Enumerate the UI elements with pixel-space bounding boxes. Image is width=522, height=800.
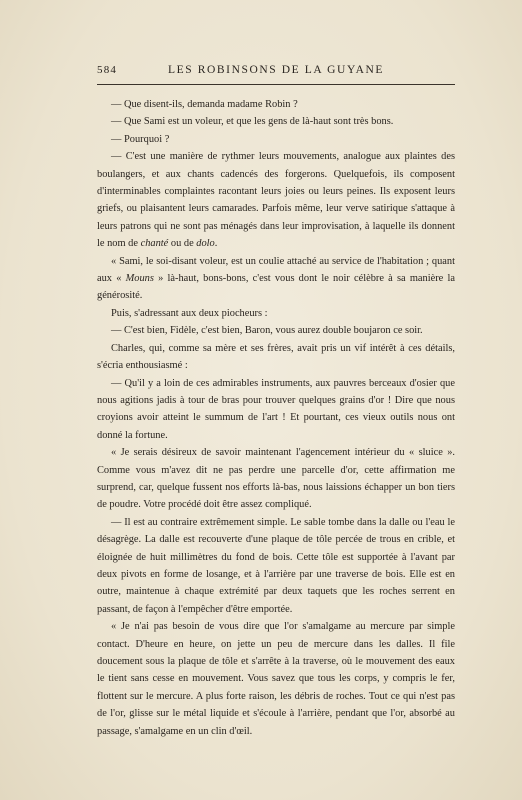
running-head [97,64,455,80]
paragraph: — Il est au contraire extrêmement simple. Le sable tombe dans la dalle ou l'eau le désagrège. La dalle est recouverte d'une plaque de tôle percée de trous en crible, et éloignée de huit millimètres du fond de bois. Cette tôle est supportée à l'avant par deux pivots en forme de losange, et à l'arrière par une traverse de bois. Elle est en outre, maintenue à chaque extrémité par deux taquets que les roches serrent en passant, de façon à l'empêcher d'être emportée. [97,516,455,615]
running-title: LES ROBINSONS DE LA GUYANE [167,64,385,76]
paragraph: — C'est bien, Fidèle, c'est bien, Baron, vous aurez double boujaron ce soir. [111,325,423,337]
paragraph: Puis, s'adressant aux deux piocheurs : [111,307,268,319]
header-rule [97,84,455,85]
paragraph: « Je serais désireux de savoir maintenant l'agencement intérieur du « sluice ». Comme vous m'avez dit ne pas perdre une parcelle d'or, cette affirmation me surprend, car, quelque fussent nos efforts là-bas, nous laissions échapper un bon tiers de poudre. Votre procédé doit être assez compliqué. [97,447,455,511]
paragraph: — Que Sami est un voleur, et que les gens de là-haut sont très bons. [111,116,394,128]
paragraph: Charles, qui, comme sa mère et ses frères, avait pris un vif intérêt à ces détails, s'écria enthousiasmé : [97,342,455,372]
italic-term: chanté [140,238,169,250]
paragraph: — Que disent-ils, demanda madame Robin ? [111,99,298,110]
italic-term: Mouns [125,273,154,285]
paragraph: — C'est une manière de rythmer leurs mouvements, analogue aux plaintes des boulangers, et aux chants cadencés des forgerons. Quelquefois, ils composent d'interminables complaintes racontant leurs joies ou leurs peines. Ils exposent leurs griefs, ou plaisantent leurs camarades. Parfois même, leur verve satirique s'attaque à leurs patrons qui ne sont pas ménagés dans leur improvisation, à laquelle ils donnent le nom de chanté ou de dolo. [97,151,455,250]
paragraph: « Sami, le soi-disant voleur, est un coulie attaché au service de l'habitation ; quant aux « Mouns » là-haut, bons-bons, c'est vous dont le noir célèbre à sa manière la générosité. [97,255,455,302]
paragraph: — Qu'il y a loin de ces admirables instruments, aux pauvres berceaux d'osier que nous agitions jadis à tour de bras pour trouver quelques grains d'or ! Dire que nous croyions avoir atteint le summum de l'art ! Et pourtant, ces vieux outils nous ont donné la fortune. [97,377,455,441]
page-number: 584 [97,64,118,76]
body-text [97,96,455,740]
italic-term: dolo [196,238,215,250]
paragraph: — Pourquoi ? [111,133,170,145]
paragraph: « Je n'ai pas besoin de vous dire que l'or s'amalgame au mercure par simple contact. D'heure en heure, on jette un peu de mercure dans les dalles. Il file doucement sous la plaque de tôle et s'arrête à la traverse, où le mouvement des eaux le tient sans cesse en mouvement. Vous savez que tous les corps, y compris le fer, flottent sur le mercure. A plus forte raison, les débris de roches. Tout ce qui n'est pas de l'or, glisse sur le métal liquide et s'écoule à l'arrière, pendant que l'or, absorbé au passage, s'amalgame en un clin d'œil. [97,621,455,737]
